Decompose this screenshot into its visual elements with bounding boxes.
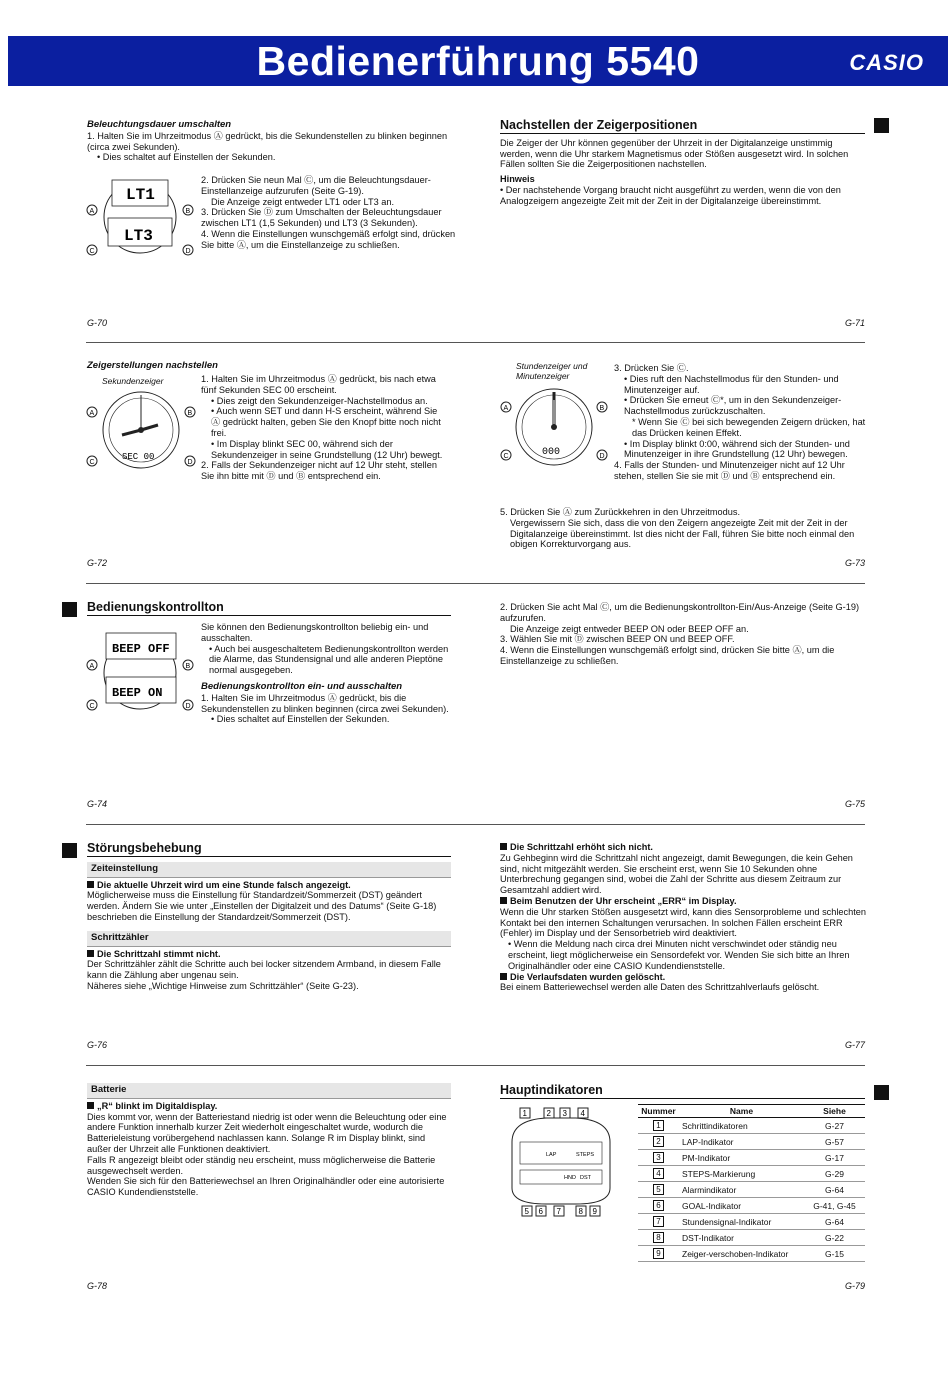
indicator-table bbox=[638, 1104, 865, 1262]
g70-watch-figure bbox=[86, 172, 194, 262]
g74-heading: Bedienungskontrollton bbox=[87, 602, 451, 616]
g72-bullet1: • Dies zeigt den Sekundenzeiger-Nachstellmodus an. bbox=[211, 395, 428, 406]
table-row bbox=[638, 1182, 865, 1198]
svg-text:D: D bbox=[599, 453, 605, 460]
g79-fig-num-9: 9 bbox=[592, 1207, 597, 1216]
page-number-g79: G-79 bbox=[845, 1281, 866, 1291]
g73-bullet3: • Im Display blinkt 0:00, während sich der Stunden- und Minutenzeiger in ihre Grundstellung (12 Uhr) bewegen. bbox=[624, 438, 850, 460]
section-marker bbox=[874, 118, 889, 133]
g77-q1: Die Schrittzahl erhöht sich nicht. bbox=[500, 842, 866, 853]
col-see: Siehe bbox=[804, 1105, 865, 1118]
g76-a1: Möglicherweise muss die Einstellung für Standardzeit/Sommerzeit (DST) geändert werden. Ändern Sie wie unter „Einstellen der Digitalzeit und des Datums“ (Seite G-18) beschrieben die Einstellung der Standardzeit/Sommerzeit (DST). bbox=[87, 890, 437, 922]
g77-a1: Zu Gehbeginn wird die Schrittzahl nicht angezeigt, damit Bewegungen, die kein Gehen sind, nicht mitgezählt werden. Sie erscheint erst, wenn Sie 10 Sekunden ohne Unterbrechung gegangen sind, wobei die Zahl der Schritte aus diesem Zeitraum zur Gesamtzahl addiert wird. bbox=[500, 852, 853, 896]
g70-steps bbox=[201, 175, 459, 251]
page-number-g74: G-74 bbox=[87, 799, 108, 809]
g72-step1: 1. Halten Sie im Uhrzeitmodus Ⓐ gedrückt, bis nach etwa fünf Sekunden SEC 00 erscheint. bbox=[201, 374, 436, 395]
g73-watch-figure bbox=[500, 382, 608, 470]
g79-fig-num-3: 3 bbox=[562, 1109, 567, 1118]
g76-bar-steps: Schrittzähler bbox=[87, 931, 451, 947]
g79-fig-num-7: 7 bbox=[556, 1207, 561, 1216]
g73-step5-note: Vergewissern Sie sich, dass die von den Zeigern angezeigte Zeit mit der Zeit in der Digitalanzeige übereinstimmt. Ist dies nicht der Fall, führen Sie bitte noch einmal den obigen Korrekturvorgang aus. bbox=[510, 517, 855, 550]
svg-text:C: C bbox=[89, 459, 95, 466]
row-see: G-22 bbox=[804, 1230, 865, 1246]
g73-step5: 5. Drücken Sie Ⓐ zum Zurückkehren in den Uhrzeitmodus. bbox=[500, 507, 740, 517]
g77-a3: Bei einem Batteriewechsel werden alle Daten des Schrittzahlverlaufs gelöscht. bbox=[500, 982, 820, 993]
g74-lcd-top: BEEP OFF bbox=[112, 642, 170, 656]
g78-a1: Dies kommt vor, wenn der Batteriestand niedrig ist oder wenn die Beleuchtung oder eine andere Funktion innerhalb kurzer Zeit wiederholt eingeschaltet wurde, wodurch die Batterieleistung vorübergehend nachlassen kann. Solange R im Display blinkt, sind außer der Uhrzeit alle Funktionen deaktiviert. bbox=[87, 1111, 447, 1154]
g74-lcd-bottom: BEEP ON bbox=[112, 686, 163, 700]
g74-subheading: Bedienungskontrollton ein- und ausschalten bbox=[201, 680, 403, 692]
g79-heading: Hauptindikatoren bbox=[500, 1085, 865, 1099]
g75-step3: 3. Wählen Sie mit Ⓓ zwischen BEEP ON und BEEP OFF. bbox=[500, 634, 735, 645]
casio-logo: CASIO bbox=[849, 50, 924, 75]
g70-step2: 2. Drücken Sie neun Mal Ⓒ, um die Beleuchtungsdauer-Einstellanzeige aufzurufen (Seite G-19). bbox=[201, 175, 431, 196]
g73-figure-label: Stundenzeiger und Minutenzeiger bbox=[516, 361, 588, 381]
g79-fig-num-2: 2 bbox=[546, 1109, 551, 1118]
g77-a2b: • Wenn die Meldung nach circa drei Minuten nicht verschwindet oder ständig neu erscheint, liegt möglicherweise ein Sensordefekt vor. Wenden Sie sich bitte an Ihren Originalhändler oder eine CASIO Kundendienststelle. bbox=[508, 939, 850, 971]
g70-heading: Beleuchtungsdauer umschalten bbox=[87, 119, 232, 130]
g74-body bbox=[201, 622, 451, 725]
row-number: 6 bbox=[653, 1200, 664, 1211]
row-see: G-27 bbox=[804, 1118, 865, 1134]
page-g78 bbox=[87, 1083, 451, 1198]
g79-fig-num-8: 8 bbox=[578, 1207, 583, 1216]
g74-step1-note: • Dies schaltet auf Einstellen der Sekunden. bbox=[211, 714, 390, 725]
g71-hint-label: Hinweis bbox=[500, 174, 535, 185]
row-see: G-57 bbox=[804, 1134, 865, 1150]
svg-text:D: D bbox=[187, 459, 193, 466]
svg-text:B: B bbox=[187, 410, 193, 417]
row-number: 9 bbox=[653, 1248, 664, 1259]
table-row bbox=[638, 1246, 865, 1262]
g73-lcd: 000 bbox=[542, 447, 561, 458]
g79-indicator-figure bbox=[506, 1106, 616, 1218]
page-number-g76: G-76 bbox=[87, 1040, 108, 1050]
row-see: G-17 bbox=[804, 1150, 865, 1166]
page-g70 bbox=[87, 120, 457, 163]
g72-lcd: SEC 00 bbox=[122, 452, 155, 462]
g76-heading: Störungsbehebung bbox=[87, 843, 451, 857]
page-number-g77: G-77 bbox=[845, 1040, 866, 1050]
page-divider bbox=[86, 824, 865, 825]
page-number-g71: G-71 bbox=[845, 318, 866, 328]
row-see: G-41, G-45 bbox=[804, 1198, 865, 1214]
page-number-g72: G-72 bbox=[87, 558, 108, 568]
g73-bullet1: • Dies ruft den Nachstellmodus für den Stunden- und Minutenzeiger auf. bbox=[624, 373, 839, 395]
g72-figure-label: Sekundenzeiger bbox=[102, 376, 164, 386]
page-divider bbox=[86, 583, 865, 584]
svg-text:B: B bbox=[185, 663, 191, 670]
g75-step4: 4. Wenn die Einstellungen wunschgemäß erfolgt sind, drücken Sie bitte Ⓐ, um die Einstellanzeige zu schließen. bbox=[500, 645, 835, 666]
g72-bullet2: • Auch wenn SET und dann H-S erscheint, während Sie Ⓐ gedrückt halten, geben Sie den Knopf bitte noch nicht frei. bbox=[211, 406, 441, 438]
g71-heading: Nachstellen der Zeigerpositionen bbox=[500, 120, 865, 134]
page-g75 bbox=[500, 602, 866, 667]
g78-a2: Falls R angezeigt bleibt oder ständig neu erscheint, muss möglicherweise die Batterie ausgewechselt werden. bbox=[87, 1154, 436, 1176]
g73-bullet2: • Drücken Sie erneut Ⓒ*, um in den Sekundenzeiger-Nachstellmodus zurückzuschalten. bbox=[624, 395, 842, 417]
g79-fig-lap: LAP bbox=[546, 1152, 557, 1158]
document-title: Bedienerführung 5540 bbox=[256, 38, 700, 84]
section-marker bbox=[62, 843, 77, 858]
row-name: Schrittindikatoren bbox=[679, 1118, 804, 1134]
g78-q1: „R“ blinkt im Digitaldisplay. bbox=[87, 1101, 451, 1112]
page-g77 bbox=[500, 842, 866, 993]
row-name: Zeiger-verschoben-Indikator bbox=[679, 1246, 804, 1262]
page-number-g78: G-78 bbox=[87, 1281, 108, 1291]
g73-step5-block bbox=[500, 507, 866, 550]
row-see: G-64 bbox=[804, 1214, 865, 1230]
table-row bbox=[638, 1166, 865, 1182]
row-number: 1 bbox=[653, 1120, 664, 1131]
svg-text:C: C bbox=[503, 453, 509, 460]
g72-heading: Zeigerstellungen nachstellen bbox=[87, 360, 218, 371]
g73-step3: 3. Drücken Sie Ⓒ. bbox=[614, 363, 689, 373]
table-row bbox=[638, 1134, 865, 1150]
g79-fig-hnd: HND bbox=[564, 1175, 576, 1181]
g73-bullet2-note: * Wenn Sie Ⓒ bei sich bewegenden Zeigern drücken, hat das Drücken keinen Effekt. bbox=[632, 416, 866, 438]
row-name: PM-Indikator bbox=[679, 1150, 804, 1166]
page-number-g70: G-70 bbox=[87, 318, 108, 328]
g77-q3: Die Verlaufsdaten wurden gelöscht. bbox=[500, 972, 866, 983]
g79-fig-steps: STEPS bbox=[576, 1152, 595, 1158]
page-divider bbox=[86, 1065, 865, 1066]
row-number: 7 bbox=[653, 1216, 664, 1227]
g70-lcd-top: LT1 bbox=[126, 186, 155, 204]
g75-step2-note: Die Anzeige zeigt entweder BEEP ON oder BEEP OFF an. bbox=[510, 623, 749, 634]
col-number: Nummer bbox=[638, 1105, 679, 1118]
g78-a3: Wenden Sie sich für den Batteriewechsel an Ihren Originalhändler oder eine autorisierte CASIO Kundendienststelle. bbox=[87, 1176, 445, 1198]
col-name: Name bbox=[679, 1105, 804, 1118]
g76-a2b: Näheres siehe „Wichtige Hinweise zum Schrittzähler“ (Seite G-23). bbox=[87, 980, 359, 991]
svg-text:A: A bbox=[89, 208, 95, 215]
g73-step4: 4. Falls der Stunden- und Minutenzeiger nicht auf 12 Uhr stehen, stellen Sie sie mit Ⓓ und Ⓑ entsprechend ein. bbox=[614, 460, 845, 481]
g70-step1: 1. Halten Sie im Uhrzeitmodus Ⓐ gedrückt, bis die Sekundenstellen zu blinken beginnen (circa zwei Sekunden). bbox=[87, 130, 448, 152]
row-number: 3 bbox=[653, 1152, 664, 1163]
row-name: STEPS-Markierung bbox=[679, 1166, 804, 1182]
g76-a2: Der Schrittzähler zählt die Schritte auch bei locker sitzendem Armband, in diesem Falle kann die Zählung aber ungenau sein. bbox=[87, 959, 441, 981]
page-g76 bbox=[87, 843, 451, 992]
svg-text:D: D bbox=[185, 248, 191, 255]
table-row bbox=[638, 1214, 865, 1230]
g79-fig-num-1: 1 bbox=[522, 1109, 527, 1118]
row-see: G-29 bbox=[804, 1166, 865, 1182]
page-g71 bbox=[500, 120, 865, 207]
g70-lcd-bottom: LT3 bbox=[124, 227, 153, 245]
g79-heading-wrap bbox=[500, 1085, 865, 1099]
page-divider bbox=[86, 342, 865, 343]
g77-q2: Beim Benutzen der Uhr erscheint „ERR“ im Display. bbox=[500, 896, 866, 907]
svg-text:C: C bbox=[89, 248, 95, 255]
g72-step2: 2. Falls der Sekundenzeiger nicht auf 12 Uhr steht, stellen Sie ihn bitte mit Ⓓ und Ⓑ entsprechend ein. bbox=[201, 460, 437, 482]
g74-bullet1: • Auch bei ausgeschaltetem Bedienungskontrollton werden die Alarme, das Stundensignal und alle anderen Pieptöne normal ausgegeben. bbox=[209, 643, 449, 676]
g77-a2: Wenn die Uhr starken Stößen ausgesetzt wird, kann dies Sensorprobleme und schlechten Kontakt bei den internen Schaltungen verursachen. In solchen Fällen erscheint ERR (Fehler) im Display und der Sensorbetrieb wird deaktiviert. bbox=[500, 906, 867, 939]
g76-q2: Die Schrittzahl stimmt nicht. bbox=[87, 949, 451, 960]
row-number: 5 bbox=[653, 1184, 664, 1195]
g71-body: Die Zeiger der Uhr können gegenüber der Uhrzeit in der Digitalanzeige unstimmig werden, wenn die Uhr starkem Magnetismus oder Stößen ausgesetzt wird. In solchen Fällen sollten Sie die Zeigerpositionen nachstellen. bbox=[500, 137, 849, 170]
g78-bar-battery: Batterie bbox=[87, 1083, 451, 1099]
g72-bullet3: • Im Display blinkt SEC 00, während sich der Sekundenzeiger in seine Grundstellung (12 Uhr) bewegt. bbox=[211, 438, 443, 460]
table-row bbox=[638, 1150, 865, 1166]
page-number-g73: G-73 bbox=[845, 558, 866, 568]
row-name: Stundensignal-Indikator bbox=[679, 1214, 804, 1230]
g79-fig-num-4: 4 bbox=[580, 1109, 585, 1118]
g75-step2: 2. Drücken Sie acht Mal Ⓒ, um die Bedienungskontrollton-Ein/Aus-Anzeige (Seite G-19) aufzurufen. bbox=[500, 602, 859, 623]
g72-steps bbox=[201, 374, 447, 482]
row-name: Alarmindikator bbox=[679, 1182, 804, 1198]
svg-text:B: B bbox=[185, 208, 191, 215]
row-see: G-64 bbox=[804, 1182, 865, 1198]
g71-hint: • Der nachstehende Vorgang braucht nicht ausgeführt zu werden, wenn die von den Analogzeigern angezeigte Zeit mit der Zeit in der Digitalanzeige übereinstimmt. bbox=[500, 184, 841, 206]
g74-step1: 1. Halten Sie im Uhrzeitmodus Ⓐ gedrückt, bis die Sekundenstellen zu blinken beginnen (circa zwei Sekunden). bbox=[201, 692, 449, 714]
document-header bbox=[8, 36, 948, 86]
row-number: 2 bbox=[653, 1136, 664, 1147]
table-row bbox=[638, 1230, 865, 1246]
svg-text:B: B bbox=[599, 405, 605, 412]
g79-fig-dst: DST bbox=[580, 1175, 591, 1181]
row-name: DST-Indikator bbox=[679, 1230, 804, 1246]
g70-step3: 3. Drücken Sie Ⓓ zum Umschalten der Beleuchtungsdauer zwischen LT1 (1,5 Sekunden) und LT3 (3 Sekunden). bbox=[201, 207, 442, 229]
g74-intro: Sie können den Bedienungskontrollton beliebig ein- und ausschalten. bbox=[201, 622, 429, 643]
svg-text:C: C bbox=[89, 703, 95, 710]
section-marker bbox=[62, 602, 77, 617]
row-number: 8 bbox=[653, 1232, 664, 1243]
g79-fig-num-6: 6 bbox=[538, 1207, 543, 1216]
g70-step2-note: Die Anzeige zeigt entweder LT1 oder LT3 an. bbox=[211, 196, 395, 207]
table-row bbox=[638, 1118, 865, 1134]
g70-step4: 4. Wenn die Einstellungen wunschgemäß erfolgt sind, drücken Sie bitte Ⓐ, um die Einstellanzeige zu schließen. bbox=[201, 228, 456, 250]
section-marker bbox=[874, 1085, 889, 1100]
g79-fig-num-5: 5 bbox=[524, 1207, 529, 1216]
g70-step1-note: • Dies schaltet auf Einstellen der Sekunden. bbox=[97, 152, 276, 163]
svg-text:A: A bbox=[89, 410, 95, 417]
g74-heading-wrap bbox=[87, 602, 451, 616]
svg-text:A: A bbox=[503, 405, 509, 412]
g76-bar-time: Zeiteinstellung bbox=[87, 862, 451, 878]
row-name: GOAL-Indikator bbox=[679, 1198, 804, 1214]
page-number-g75: G-75 bbox=[845, 799, 866, 809]
table-row bbox=[638, 1198, 865, 1214]
table-header-row bbox=[638, 1105, 865, 1118]
row-see: G-15 bbox=[804, 1246, 865, 1262]
row-number: 4 bbox=[653, 1168, 664, 1179]
svg-text:A: A bbox=[89, 663, 95, 670]
g76-q1: Die aktuelle Uhrzeit wird um eine Stunde falsch angezeigt. bbox=[87, 880, 451, 891]
g74-watch-figure bbox=[86, 627, 194, 717]
svg-text:D: D bbox=[185, 703, 191, 710]
g73-steps bbox=[614, 363, 866, 482]
g72-watch-figure bbox=[86, 387, 196, 472]
row-name: LAP-Indikator bbox=[679, 1134, 804, 1150]
